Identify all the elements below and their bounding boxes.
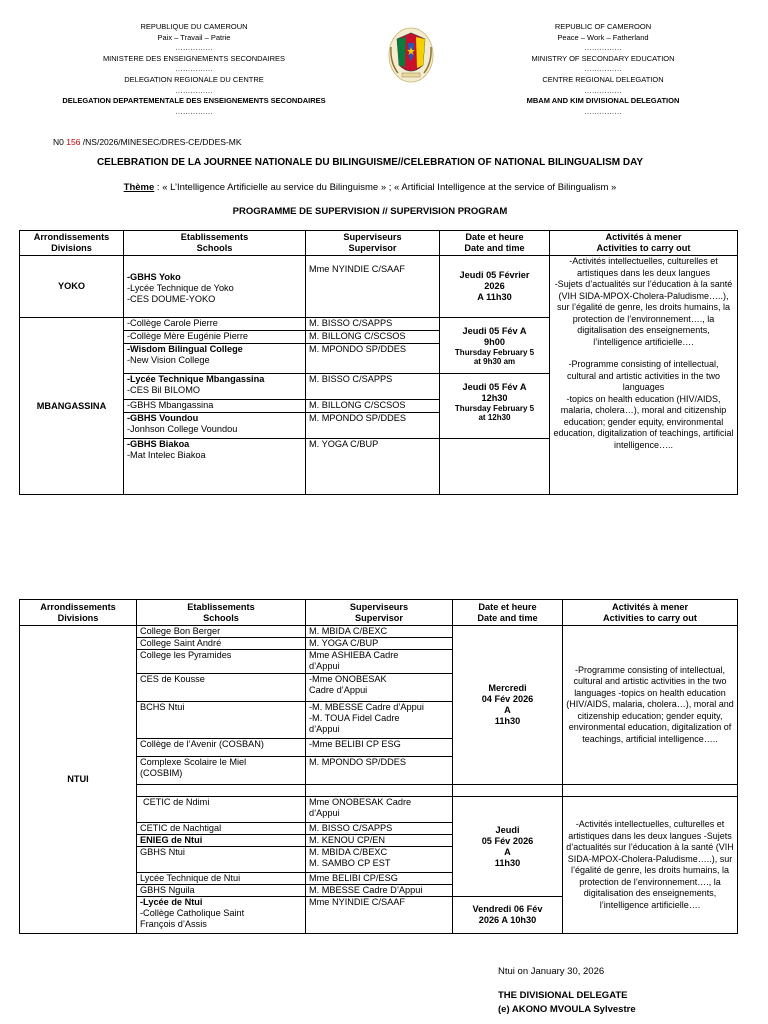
header-right xyxy=(468,22,738,117)
signature-name: (e) AKONO MVOULA Sylvestre xyxy=(498,1004,636,1015)
header-line: …………… xyxy=(584,85,622,95)
date-cell: Jeudi 05 Fév A 9h00 Thursday February 5 at 9h30 am xyxy=(440,318,550,374)
header-line: MINISTRY OF SECONDARY EDUCATION xyxy=(531,53,675,63)
header-line: REPUBLIC OF CAMEROON xyxy=(554,22,652,31)
schools-cell: GBHS Ntui xyxy=(137,847,306,873)
col-supervisor-header: Superviseurs Supervisor xyxy=(306,600,453,626)
schools-cell: -GBHS Mbangassina xyxy=(124,400,306,413)
schools-cell: -Collège Mère Eugénie Pierre xyxy=(124,331,306,344)
schools-cell: -Wisdom Bilingual College -New Vision College xyxy=(124,344,306,374)
schools-cell: ENIEG de Ntui xyxy=(137,835,306,847)
header-line: …………… xyxy=(584,106,622,116)
schools-cell: -Lycée Technique Mbangassina -CES Bil BILOMO xyxy=(124,374,306,400)
col-activities-header: Activités à mener Activities to carry out xyxy=(550,231,738,256)
division-cell: YOKO xyxy=(20,256,124,318)
col-supervisor-header: Superviseurs Supervisor xyxy=(306,231,440,256)
signature-role: THE DIVISIONAL DELEGATE xyxy=(498,990,628,1001)
schools-cell: College Bon Berger xyxy=(137,626,306,638)
signature-place-date: Ntui on January 30, 2026 xyxy=(498,966,605,977)
supervision-table-2 xyxy=(19,599,738,934)
table-row xyxy=(20,256,738,318)
supervisor-cell: -Mme ONOBESAK Cadre d’Appui xyxy=(306,674,453,702)
col-divisions-header: Arrondissements Divisions xyxy=(20,231,124,256)
supervisor-cell: -M. MBESSE Cadre d’Appui -M. TOUA Fidel Cadre d’Appui xyxy=(306,702,453,739)
supervisor-cell: M. YOGA C/BUP xyxy=(306,439,440,495)
schools-cell: -Collège Carole Pierre xyxy=(124,318,306,331)
supervisor-cell: M. BILLONG C/SCSOS xyxy=(306,331,440,344)
division-cell: MBANGASSINA xyxy=(20,318,124,495)
schools-cell: Complexe Scolaire le Miel (COSBIM) xyxy=(137,757,306,785)
supervisor-cell: M. MPONDO SP/DDES xyxy=(306,413,440,439)
supervisor-cell: Mme NYINDIE C/SAAF xyxy=(306,897,453,934)
date-cell-empty xyxy=(440,439,550,495)
supervisor-cell: M. YOGA C/BUP xyxy=(306,638,453,650)
header-line: MBAM AND KIM DIVISIONAL DELEGATION xyxy=(526,96,680,106)
header-line: …………… xyxy=(175,106,213,116)
date-cell: Jeudi 05 Fév 2026 A 11h30 xyxy=(453,797,563,897)
col-date-header: Date et heure Date and time xyxy=(453,600,563,626)
supervisor-cell: Mme BELIBI CP/ESG xyxy=(306,873,453,885)
supervisor-cell: Mme ASHIEBA Cadre d’Appui xyxy=(306,650,453,674)
supervisor-cell: M. BISSO C/SAPPS xyxy=(306,823,453,835)
activities-cell: -Programme consisting of intellectual, cultural and artistic activities in the two languages -topics on health education (HIV/AIDS, malaria, cholera…), moral and citizenship education; gender equity, environmental education, digitalization of teachings, artificial intelligence….. xyxy=(563,626,738,785)
header-line: DELEGATION DEPARTEMENTALE DES ENSEIGNEMENTS SECONDAIRES xyxy=(62,96,326,106)
supervisor-cell: M. MPONDO SP/DDES xyxy=(306,344,440,374)
supervisor-cell: M. BISSO C/SAPPS xyxy=(306,318,440,331)
supervision-table-1 xyxy=(19,230,738,495)
col-divisions-header: Arrondissements Divisions xyxy=(20,600,137,626)
date-cell: Jeudi 05 Fév A 12h30 Thursday February 5 at 12h30 xyxy=(440,374,550,439)
supervisor-cell: M. KENOU CP/EN xyxy=(306,835,453,847)
division-cell: NTUI xyxy=(20,626,137,934)
supervisor-cell: M. MPONDO SP/DDES xyxy=(306,757,453,785)
header-line: …………… xyxy=(175,43,213,53)
coat-of-arms-emblem xyxy=(388,27,434,83)
schools-cell: CETIC de Nachtigal xyxy=(137,823,306,835)
signature-block xyxy=(498,965,636,1017)
schools-cell: CETIC de Ndimi xyxy=(137,797,306,823)
date-cell: Vendredi 06 Fév 2026 A 10h30 xyxy=(453,897,563,934)
schools-cell: Collège de l’Avenir (COSBAN) xyxy=(137,739,306,757)
supervisor-cell: -Mme BELIBI CP ESG xyxy=(306,739,453,757)
theme-line xyxy=(0,182,740,193)
col-activities-header: Activités à mener Activities to carry out xyxy=(563,600,738,626)
schools-cell: -Lycée de Ntui -Collège Catholique Saint François d’Assis xyxy=(137,897,306,934)
header-line: …………… xyxy=(175,85,213,95)
header-line: Peace – Work – Fatherland xyxy=(557,32,649,42)
theme-text: : « L’Intelligence Artificielle au service du Bilinguisme » ; « Artificial Intelligence at the service of Bilingualism » xyxy=(154,182,617,193)
table-row xyxy=(20,626,738,638)
program-title: PROGRAMME DE SUPERVISION // SUPERVISION PROGRAM xyxy=(232,206,508,217)
supervisor-cell: M. MBESSE Cadre D’Appui xyxy=(306,885,453,897)
table-header-row xyxy=(20,600,738,626)
schools-cell: BCHS Ntui xyxy=(137,702,306,739)
supervisor-cell: Mme ONOBESAK Cadre d’Appui xyxy=(306,797,453,823)
date-cell: Jeudi 05 Février 2026 A 11h30 xyxy=(440,256,550,318)
schools-cell: College Saint André xyxy=(137,638,306,650)
header-line: …………… xyxy=(175,64,213,74)
document-title: CELEBRATION DE LA JOURNEE NATIONALE DU BILINGUISME//CELEBRATION OF NATIONAL BILINGUALISM DAY xyxy=(96,157,644,168)
supervisor-cell: M. BILLONG C/SCSOS xyxy=(306,400,440,413)
supervisor-cell: M. BISSO C/SAPPS xyxy=(306,374,440,400)
supervisor-cell: M. MBIDA C/BEXC xyxy=(306,626,453,638)
schools-cell: CES de Kousse xyxy=(137,674,306,702)
schools-cell: College les Pyramides xyxy=(137,650,306,674)
supervisor-cell: M. MBIDA C/BEXC M. SAMBO CP EST xyxy=(306,847,453,873)
reference-number: N0 156 /NS/2026/MINESEC/DRES-CE/DDES-MK xyxy=(53,137,242,147)
activities-cell: -Activités intellectuelles, culturelles et artistiques dans les deux langues -Sujets d’actualités sur l’éducation à la santé (VIH SIDA-MPOX-Cholera-Paludisme…..), sur l’égalité de genre, les droits humains, la protection de l’environnement…., la digitalisation des enseignements, l’intelligence artificielle…. xyxy=(563,797,738,934)
header-line: …………… xyxy=(584,43,622,53)
schools-cell: -GBHS Biakoa -Mat Intelec Biakoa xyxy=(124,439,306,495)
header-line: CENTRE REGIONAL DELEGATION xyxy=(542,74,664,84)
header-line: Paix – Travail – Patrie xyxy=(157,32,231,42)
header-left xyxy=(34,22,354,117)
schools-cell: Lycée Technique de Ntui xyxy=(137,873,306,885)
header-line: MINISTERE DES ENSEIGNEMENTS SECONDAIRES xyxy=(102,53,286,63)
schools-cell: GBHS Nguila xyxy=(137,885,306,897)
col-schools-header: Etablissements Schools xyxy=(137,600,306,626)
activities-cell: -Activités intellectuelles, culturelles et artistiques dans les deux langues -Sujets d’actualités sur l’éducation à la santé (VIH SIDA-MPOX-Cholera-Paludisme…..), sur l’égalité de genre, les droits humains, la protection de l’environnement…., la digitalisation des enseignements, l’intelligence artificielle…. -Programme consisting of intellectual, cultural and artistic activities in the two languages -topics on health education (HIV/AIDS, malaria, cholera…), moral and citizenship education; gender equity, environmental education, digitalization of teachings, artificial intelligence….. xyxy=(550,256,738,495)
col-schools-header: Etablissements Schools xyxy=(124,231,306,256)
col-date-header: Date et heure Date and time xyxy=(440,231,550,256)
schools-cell: -GBHS Voundou -Jonhson College Voundou xyxy=(124,413,306,439)
header-line: REPUBLIQUE DU CAMEROUN xyxy=(140,22,248,31)
date-cell: Mercredi 04 Fév 2026 A 11h30 xyxy=(453,626,563,785)
supervisor-cell: Mme NYINDIE C/SAAF xyxy=(306,256,440,318)
theme-label: Thème xyxy=(123,182,155,193)
header-line: …………… xyxy=(584,64,622,74)
table-header-row xyxy=(20,231,738,256)
schools-cell: -GBHS Yoko -Lycée Technique de Yoko -CES DOUME-YOKO xyxy=(124,256,306,318)
header-line: DELEGATION REGIONALE DU CENTRE xyxy=(124,74,264,84)
